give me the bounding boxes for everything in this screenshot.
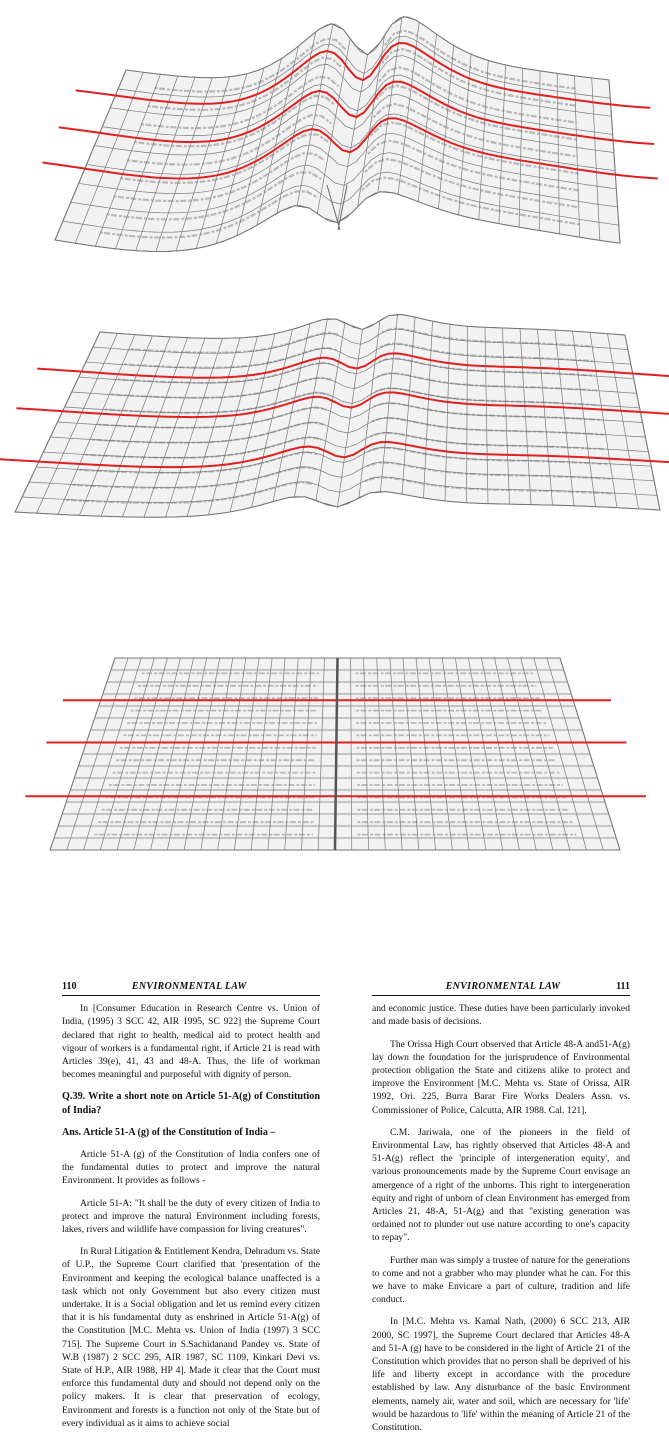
- paragraph: In Rural Litigation & Entitlement Kendra, Dehradum vs. State of U.P., the Supreme Court clarified that 'presentation of the Environment and keeping the ecological balance unaffected is a task which not only Government but also every citizen must undertake. It is a Social obligation and let us remind every citizen that it is his fundamental duty as enshrined in Article 51-A(g) of the Constitution [M.C. Mehta vs. Union of India (1997) 3 SCC 715]. The Supreme Court in S.Sachidanand Pandey vs. State of W.B (1987) 2 SCC 295, AIR 1987, SC 1109, Kinkari Devi vs. State of H.P., AIR 1988, HP 4]. Made it clear that the Court must enforce this fundamental duty and should not depend only on the policy makers. It is clear that preservation of ecology, Environment and forests is a function not only of the State but of every individual as it aims to achieve social: [62, 1246, 320, 1429]
- paragraph: In [M.C. Mehta vs. Kamal Nath, (2000) 6 SCC 213, AIR 2000, SC 1997], the Supreme Court declared that Articles 48-A and 51-A (g) have to be considered in the light of Article 21 of the Constitution which provides that no person shall be deprived of his life and liberty except in accordance with the procedure established by law. Any disturbance of the basic Environment elements, namely air, water and soil, which are necessary for 'life' would be hazardous to 'life' within the meaning of Article 21 of the Constitution.: [372, 1316, 630, 1434]
- mesh-grid: [15, 314, 660, 517]
- flattened-book-spread: [0, 980, 669, 1434]
- right-page: [372, 980, 630, 1443]
- right-page-title: ENVIRONMENTAL LAW: [445, 981, 561, 992]
- answer-heading: Ans. Article 51-A (g) of the Constitution of India –: [62, 1126, 276, 1138]
- stage-partially-flattened: [0, 300, 669, 545]
- paragraph: The Orissa High Court observed that Article 48-A and51-A(g) lay down the foundation for the jurisprudence of Environmental protection obligation the State and citizens alike to protect and improve the Environment [M.C. Mehta vs. State of Orissa, AIR 1992, Ori. 225, Burra Barar Fire Works Dealers Assn. vs. Commissioner of Police, Calcutta, AIR 1988. Cal. 121].: [372, 1038, 630, 1116]
- mesh-grid: [55, 17, 620, 252]
- left-page-number: 110: [62, 981, 77, 992]
- right-page-number: 111: [616, 981, 630, 992]
- question-heading: Q.39. Write a short note on Article 51-A(g) of Constitution of India?: [62, 1091, 320, 1116]
- paragraph: In [Consumer Education in Research Centre vs. Union of India, (1995) 3 SCC 42, AIR 1995, SC 922] the Supreme Court declared that right to health, medical aid to protect health and vigour of workers is a fundamental right, if Article 21 is read with Articles 39(e), 41, 43 and 48-A. Thus, the life of workman becomes meaningful and purposeful with dignity of person.: [62, 1003, 320, 1081]
- right-page-header: [372, 980, 630, 996]
- paragraph: and economic justice. These duties have been particularly invoked and made basis of decisions.: [372, 1003, 630, 1028]
- stage-rectified: [0, 640, 669, 860]
- curved-book-mesh: [0, 0, 669, 240]
- left-page-header: [62, 980, 320, 996]
- left-page-title: ENVIRONMENTAL LAW: [131, 981, 247, 992]
- partially-flattened-mesh: [0, 300, 669, 545]
- paragraph: Further man was simply a trustee of nature for the generations to come and not a grabber who may plunder what he can. For this we have to make Envicare a part of culture, tradition and life conduct.: [372, 1254, 630, 1306]
- paragraph: Article 51-A: "It shall be the duty of every citizen of India to protect and improve the natural Environment including forests, lakes, rivers and wildlife have compassion for living creatures".: [62, 1197, 320, 1236]
- rectified-grid-mesh: [0, 640, 669, 860]
- paragraph: C.M. Jariwala, one of the pioneers in the field of Environmental Law, has rightly observed that Articles 48-A and 51-A(g) reflect the 'principle of intergeneration equity', and various pronouncements made by the Supreme Court envisage an amergence of a right of the unborns. This right to intergeneration equity and right of unborn of clean Environment has emerged from Articles 21, 48-A, 51-A(g) and that "existing generation was ordained not to plunder out use nature according to one's capacity to repay".: [372, 1126, 630, 1244]
- paragraph: Article 51-A (g) of the Constitution of India confers one of the fundamental duties to protect and improve the natural Environment. It provides as follows -: [62, 1149, 320, 1187]
- left-page: [62, 980, 320, 1439]
- stage-curved-book: [0, 0, 669, 240]
